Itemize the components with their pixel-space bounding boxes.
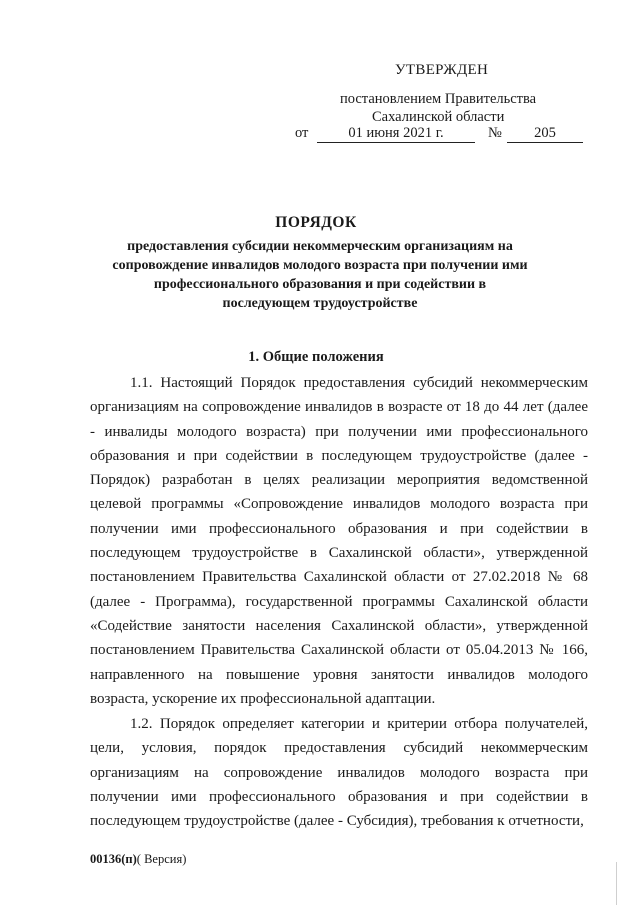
paragraph-1-2: 1.2. Порядок определяет категории и критерии отбора получателей, цели, условия, порядок предоставления субсидий некоммерческим организациям на сопровождение инвалидов молодого возраста при получении ими профессионального образования и при содействии в последующем трудоустройстве (далее - Субсидия), требования к отчетности,	[90, 716, 588, 830]
scan-edge-line	[616, 862, 617, 905]
document-subtitle: предоставления субсидии некоммерческим организациям на сопровождение инвалидов молодого возраста при получении ими профессионального образования и при содействии в последующем трудоустройстве	[112, 239, 528, 311]
document-footer	[90, 852, 186, 867]
decree-issuer-line1: постановлением Правительства	[340, 91, 537, 107]
section-heading: 1. Общие положения	[248, 349, 384, 365]
paragraph-1-1: 1.1. Настоящий Порядок предоставления субсидий некоммерческим организациям на сопровождение инвалидов в возрасте от 18 до 44 лет (далее - инвалиды молодого возраста) при получении ими профессионального образования и при содействии в последующем трудоустройстве (далее - Порядок) разработан в целях реализации мероприятия ведомственной целевой программы «Сопровождение инвалидов молодого возраста при получении ими профессионального образования и при содействии в последующем трудоустройстве в Сахалинской области», утвержденной постановлением Правительства Сахалинской области от 27.02.2018 № 68 (далее - Программа), государственной программы Сахалинской области «Содействие занятости населения Сахалинской области», утвержденной постановлением Правительства Сахалинской области от 05.04.2013 № 166, направленного на повышение уровня занятости инвалидов молодого возраста, ускорение их профессиональной адаптации.	[90, 375, 588, 707]
date-prefix: от	[295, 125, 309, 141]
decree-date-row	[295, 125, 595, 145]
document-version: ( Версия)	[136, 852, 187, 866]
approval-stamp-title: УТВЕРЖДЕН	[395, 62, 489, 78]
decree-number: 205	[507, 125, 583, 143]
document-title: ПОРЯДОК	[275, 214, 357, 231]
number-sign: №	[488, 125, 502, 141]
document-code: 00136(п)	[90, 852, 137, 866]
decree-issuer-line2: Сахалинской области	[372, 109, 505, 125]
decree-date: 01 июня 2021 г.	[317, 125, 475, 143]
